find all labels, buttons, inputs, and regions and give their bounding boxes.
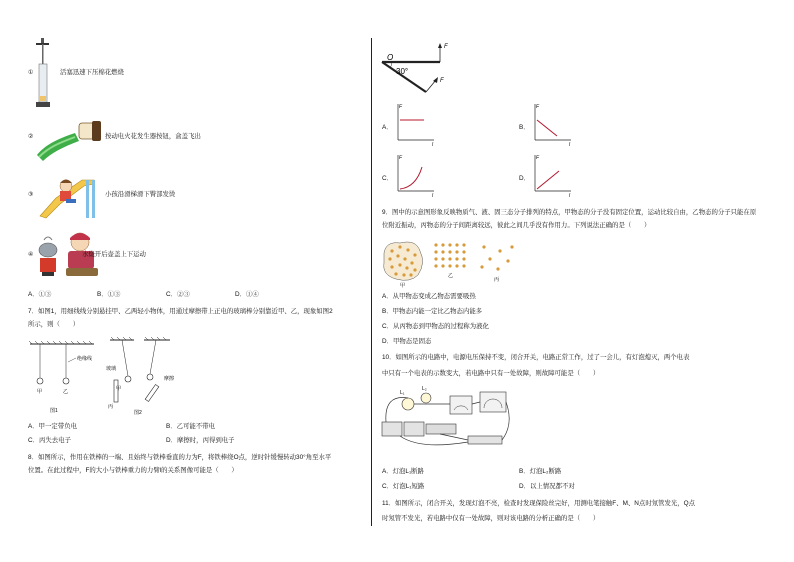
figure-1 xyxy=(28,340,102,416)
exp1-text: 活塞迅速下压棉花燃烧 xyxy=(60,69,124,76)
graph-b xyxy=(529,100,575,146)
graph-a-y-label: F xyxy=(399,104,403,110)
q6-option-a: A．①③ xyxy=(28,291,52,298)
q8-stem-line2: 位置。在此过程中，F的大小与铁棒重力的力臂l的关系图像可能是（ ） xyxy=(28,467,238,474)
q6-option-b: B．①③ xyxy=(97,291,121,298)
q9-states-figure xyxy=(380,237,520,289)
q10-l2-label: L₂ xyxy=(422,386,427,392)
graph-option-a-label: A． xyxy=(382,124,393,131)
q6-option-c: C．②③ xyxy=(166,291,190,298)
q9-fig-label-yi: 乙 xyxy=(448,273,454,279)
lever-f-label-top: F xyxy=(444,44,448,50)
column-divider xyxy=(371,38,372,526)
graph-option-c-label: C． xyxy=(382,175,394,182)
piston-figure xyxy=(35,38,51,110)
q8-lever-figure xyxy=(378,40,458,100)
q11-stem-line2: 时氖管不发光，若电路中仅有一处故障，则对该电路的分析正确的是（ ） xyxy=(382,515,600,522)
graph-d-x-label: l xyxy=(569,193,571,197)
graph-option-d-label: D． xyxy=(519,175,531,182)
exp4-num: ④ xyxy=(28,252,34,258)
lever-o-label: O xyxy=(387,53,394,62)
graph-b-y-label: F xyxy=(536,104,540,110)
q10-option-a: A．灯泡L₁断路 xyxy=(382,468,424,475)
exp3-num: ③ xyxy=(28,192,34,198)
q6-option-d: D．①④ xyxy=(235,291,259,298)
fig2-bing-label: 丙 xyxy=(108,404,114,410)
graph-b-x-label: l xyxy=(569,142,571,146)
graph-d xyxy=(529,151,575,197)
fig1-thread-label: 绝缘线 xyxy=(77,356,93,362)
exp4-text: 水烧开后壶盖上下运动 xyxy=(82,251,146,258)
fig2-rub-label: 摩擦 xyxy=(164,376,175,382)
q7-option-d: D．摩擦时，丙得到电子 xyxy=(166,437,235,444)
fig2-jia-label: 甲 xyxy=(116,386,122,392)
slide-figure xyxy=(36,172,98,220)
fig1-jia-label: 甲 xyxy=(37,389,43,395)
q7-option-a: A．甲一定带负电 xyxy=(28,423,77,430)
q9-option-d: D．甲物态是固态 xyxy=(382,338,432,345)
q10-stem-line2: 中只有一个电表的示数变大，若电路中只有一处故障，则故障可能是（ ） xyxy=(382,370,600,377)
fig1-caption: 图1 xyxy=(50,408,58,414)
spark-generator-figure xyxy=(35,115,105,163)
q10-option-b: B．灯泡L₂断路 xyxy=(519,468,562,475)
q9-option-b: B．甲物态内能一定比乙物态内能多 xyxy=(382,308,483,315)
q10-circuit-figure xyxy=(380,384,516,456)
q7-option-c: C．丙失去电子 xyxy=(28,437,71,444)
figure-2 xyxy=(104,336,180,416)
fig1-yi-label: 乙 xyxy=(63,389,69,395)
q9-fig-label-bing: 丙 xyxy=(494,277,500,283)
q7-option-b: B．乙可能不带电 xyxy=(166,423,215,430)
exp1-num: ① xyxy=(28,70,34,76)
lever-angle-label: 30° xyxy=(396,67,409,76)
q8-stem-line1: 8．如图所示，作用在铁棒的一端、且始终与铁棒垂直的力为F，将铁棒绕O点，逆时针缓慢转动30°角至水平 xyxy=(28,454,332,461)
q9-option-a: A．从甲物态变成乙物态需要吸热 xyxy=(382,293,476,300)
exp2-text: 按动电火花发生器按钮，盒盖飞出 xyxy=(105,133,201,140)
q10-stem-line1: 10．如图所示的电路中，电源电压保持不变，闭合开关，电路正常工作，过了一会儿，有灯泡熄灭，两个电表 xyxy=(382,354,690,361)
fig2-rod-label: 玻璃 xyxy=(106,366,117,372)
q10-l1-label: L₁ xyxy=(400,390,405,396)
q11-stem-line1: 11．如图所示，闭合开关，发现灯泡不亮，检查时发现保险丝完好，用测电笔接触F、M、N点时氖管发光，Q点 xyxy=(382,500,696,507)
graph-a xyxy=(392,100,438,146)
q10-option-c: C．灯泡L₁短路 xyxy=(382,483,425,490)
exp2-num: ② xyxy=(28,134,34,140)
graph-a-x-label: l xyxy=(432,142,434,146)
fig2-caption: 图2 xyxy=(134,410,142,416)
graph-c-y-label: F xyxy=(399,155,403,161)
graph-option-b-label: B． xyxy=(519,124,530,131)
q9-stem: 9．图中的示意图形象反映物质气、液、固三态分子排列的特点，甲物态的分子没有固定位置，运动比较自由，乙物态的分子只能在原位附近振动，丙物态的分子间距离较远，彼此之间几乎没有作用力。下列说法正确的是（ ） xyxy=(382,209,757,229)
q9-fig-label-jia: 甲 xyxy=(400,283,406,289)
graph-c-x-label: l xyxy=(432,193,434,197)
q7-stem-line1: 7．如图1，用细线线分别悬挂甲、乙两轻小物体，用通过摩擦带上正电的玻璃棒分别靠近甲、乙，现象如图2 xyxy=(28,308,333,315)
exp3-text: 小孩沿滑梯滑下臀部发烫 xyxy=(105,191,176,198)
graph-c xyxy=(392,151,438,197)
graph-d-y-label: F xyxy=(536,155,540,161)
q9-option-c: C．从丙物态到甲物态的过程称为液化 xyxy=(382,323,489,330)
lever-f-label-bottom: F xyxy=(440,78,444,84)
q7-stem-line2: 所示，则（ ） xyxy=(28,321,80,328)
q10-option-d: D．以上情况都不对 xyxy=(519,483,575,490)
